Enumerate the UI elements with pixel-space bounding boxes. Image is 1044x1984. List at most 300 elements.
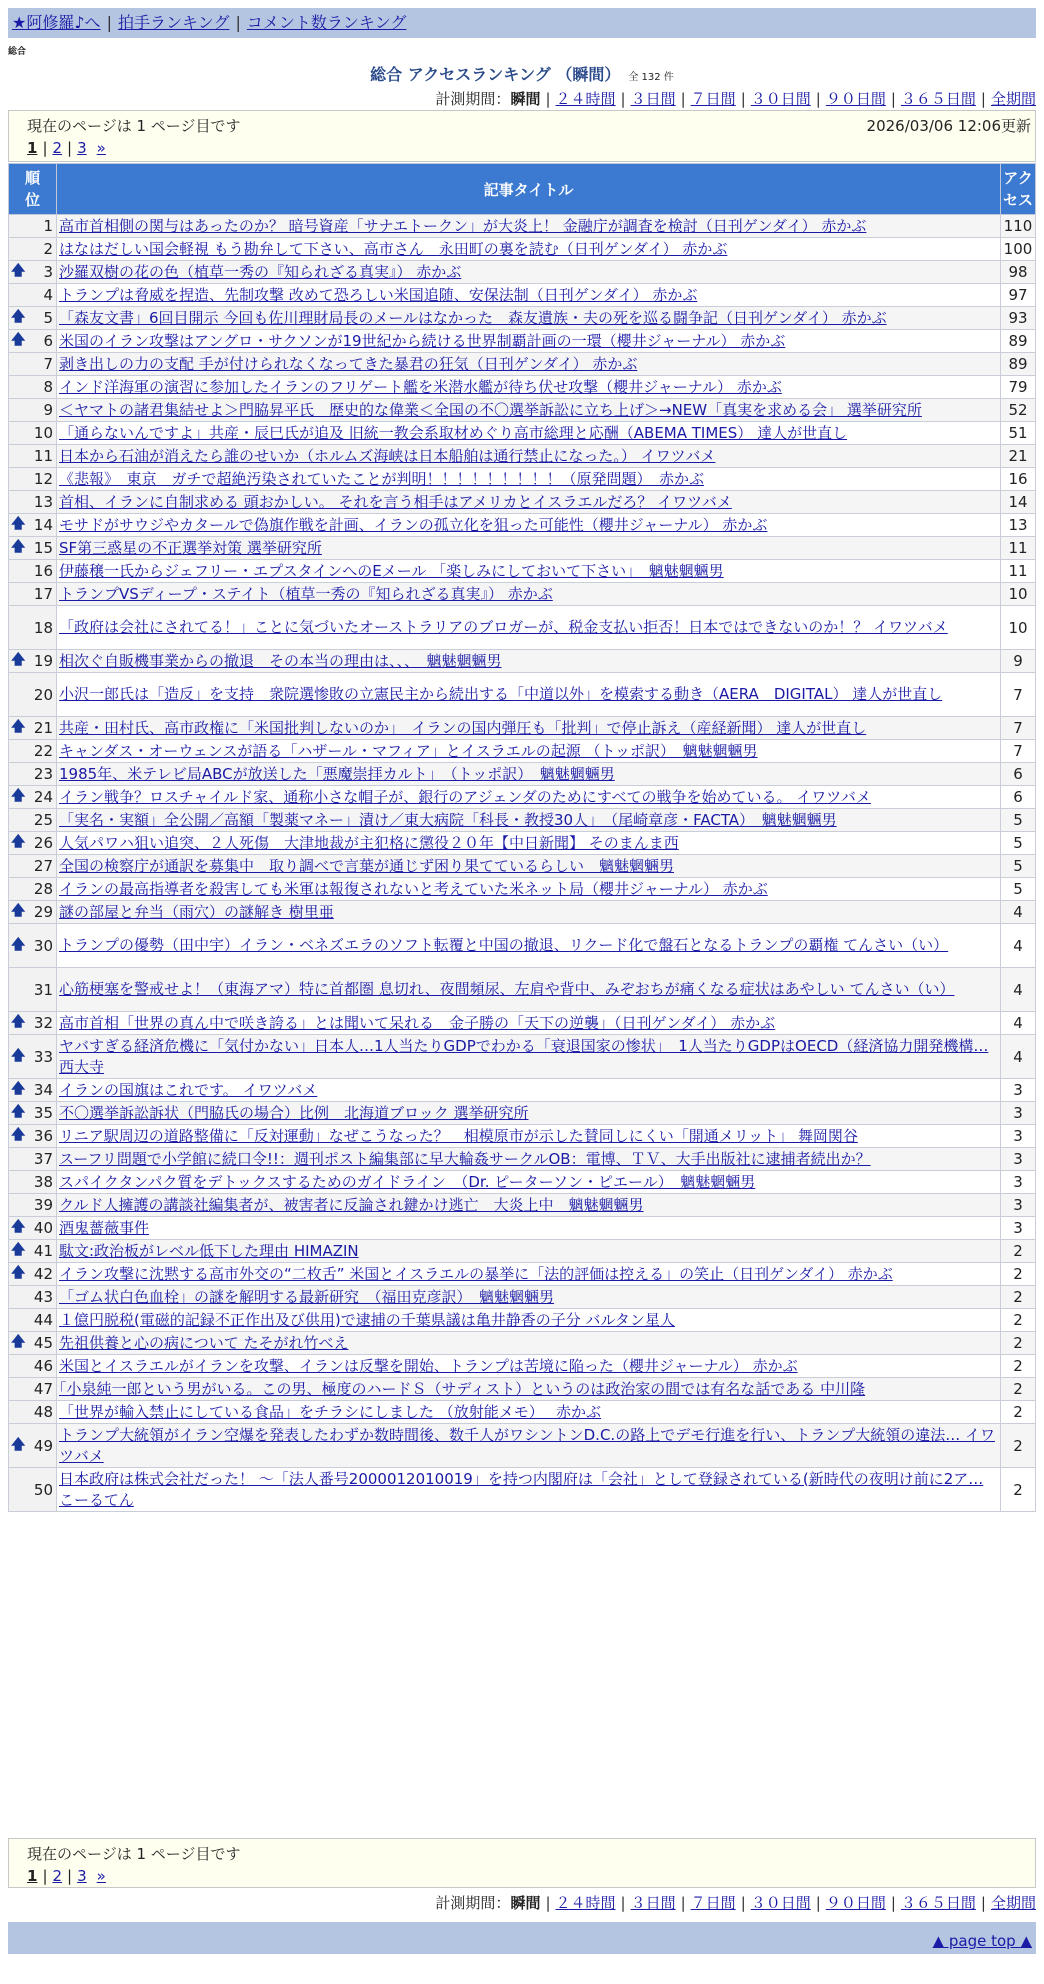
access-count: 3 <box>1001 1102 1036 1125</box>
title-cell <box>57 1035 1001 1079</box>
article-link[interactable]: 伊藤穣一氏からジェフリー・エプスタインへのEメール 「楽しみにしておいて下さい」 魑魅魍魎男 <box>59 561 724 580</box>
rank-number: 34 <box>33 1081 53 1099</box>
rank-number: 18 <box>33 618 53 637</box>
title-cell <box>57 1355 1001 1378</box>
access-count: 3 <box>1001 1171 1036 1194</box>
access-count: 89 <box>1001 353 1036 376</box>
title-cell <box>57 1401 1001 1424</box>
next-page-link[interactable]: » <box>96 1867 106 1885</box>
rank-cell <box>9 1171 57 1194</box>
table-row <box>9 353 1036 376</box>
period-option-link[interactable]: ７日間 <box>690 90 736 108</box>
article-link[interactable]: ＜ヤマトの諸君集結せよ＞門脇昇平氏 歴史的な偉業＜全国の不〇選挙訴訟に立ち上げ＞→NEW「真実を求める会」 選挙研究所 <box>59 400 922 419</box>
table-row <box>9 1194 1036 1217</box>
title-cell <box>57 514 1001 537</box>
table-row <box>9 1286 1036 1309</box>
rank-number: 9 <box>43 401 53 419</box>
page-2-link[interactable]: 2 <box>52 1867 63 1885</box>
period-option-link[interactable]: ３日間 <box>630 1894 676 1912</box>
article-link[interactable]: 高市首相「世界の真ん中で咲き誇る」とは聞いて呆れる 金子勝の「天下の逆襲」（日刊ゲンダイ） 赤かぶ <box>59 1013 776 1032</box>
title-cell <box>57 650 1001 673</box>
access-count: 6 <box>1001 786 1036 809</box>
rank-up-arrow-icon: 🡅 <box>11 1219 26 1235</box>
access-count: 13 <box>1001 514 1036 537</box>
rank-number: 4 <box>43 286 53 304</box>
access-count: 7 <box>1001 673 1036 717</box>
access-count: 110 <box>1001 215 1036 238</box>
rank-cell <box>9 514 57 537</box>
title-cell <box>57 1286 1001 1309</box>
page-title-row <box>0 62 1044 85</box>
rank-up-arrow-icon: 🡅 <box>11 1436 26 1453</box>
current-page-text-bottom: 現在のページは 1 ページ目です <box>27 1845 241 1863</box>
article-link[interactable]: トランプVSディープ・ステイト（植草一秀の『知られざる真実』） 赤かぶ <box>59 584 553 603</box>
rank-number: 37 <box>33 1150 53 1168</box>
title-cell <box>57 284 1001 307</box>
article-link[interactable]: イラン攻撃に沈黙する高市外交の“二枚舌” 米国とイスラエルの暴挙に「法的評価は控える」の笑止（日刊ゲンダイ） 赤かぶ <box>59 1264 893 1283</box>
title-cell <box>57 1309 1001 1332</box>
table-row <box>9 1240 1036 1263</box>
separator: | <box>815 90 821 108</box>
rank-number: 46 <box>33 1357 53 1375</box>
table-row <box>9 261 1036 284</box>
title-cell <box>57 606 1001 650</box>
access-count: 21 <box>1001 445 1036 468</box>
article-link[interactable]: イランの最高指導者を殺害しても米軍は報復されないと考えていた米ネット局（櫻井ジャーナル） 赤かぶ <box>59 879 768 898</box>
access-count: 5 <box>1001 878 1036 901</box>
rank-cell <box>9 717 57 740</box>
rank-cell <box>9 1401 57 1424</box>
table-row <box>9 1355 1036 1378</box>
table-row <box>9 924 1036 968</box>
article-link[interactable]: イラン戦争？ロスチャイルド家、通称小さな帽子が、銀行のアジェンダのためにすべての戦争を始めている。 イワツバメ <box>59 787 871 806</box>
rank-cell <box>9 809 57 832</box>
period-label: 計測期間： <box>435 1894 511 1912</box>
access-count: 2 <box>1001 1378 1036 1401</box>
table-row <box>9 809 1036 832</box>
rank-cell <box>9 740 57 763</box>
separator: | <box>890 1894 896 1912</box>
table-row <box>9 537 1036 560</box>
rank-up-arrow-icon: 🡅 <box>11 1242 26 1258</box>
access-count: 14 <box>1001 491 1036 514</box>
rank-cell <box>9 968 57 1012</box>
access-count: 4 <box>1001 901 1036 924</box>
access-count: 16 <box>1001 468 1036 491</box>
table-row <box>9 215 1036 238</box>
access-count: 98 <box>1001 261 1036 284</box>
access-count: 5 <box>1001 832 1036 855</box>
access-count: 5 <box>1001 855 1036 878</box>
page-2-link[interactable]: 2 <box>52 139 63 157</box>
title-cell <box>57 740 1001 763</box>
page-title: 総合 アクセスランキング （瞬間） <box>370 65 621 84</box>
separator: | <box>235 13 241 32</box>
rank-number: 12 <box>33 470 53 488</box>
rank-cell <box>9 1125 57 1148</box>
access-count: 2 <box>1001 1468 1036 1512</box>
rank-cell <box>9 606 57 650</box>
article-link[interactable]: リニア駅周辺の道路整備に「反対運動」なぜこうなった？ 相模原市が示した賛同しにくい「開通メリット」 舞岡関谷 <box>59 1126 858 1145</box>
rank-cell <box>9 1148 57 1171</box>
table-row <box>9 968 1036 1012</box>
separator: | <box>680 1894 686 1912</box>
title-cell <box>57 468 1001 491</box>
rank-cell <box>9 650 57 673</box>
article-link[interactable]: クルド人擁護の講談社編集者が、被害者に反論され鍵かけ逃亡 大炎上中 魑魅魍魎男 <box>59 1195 644 1214</box>
comment-ranking-link[interactable]: コメント数ランキング <box>246 13 407 32</box>
page-3-link[interactable]: 3 <box>77 1867 87 1885</box>
title-cell <box>57 924 1001 968</box>
title-cell <box>57 855 1001 878</box>
period-option-link[interactable]: ３日間 <box>630 90 676 108</box>
article-link[interactable]: 不〇選挙訴訟訴状（門脇氏の場合）比例 北海道ブロック 選挙研究所 <box>59 1103 529 1122</box>
access-count: 4 <box>1001 1012 1036 1035</box>
access-count: 3 <box>1001 1125 1036 1148</box>
title-cell <box>57 901 1001 924</box>
table-row <box>9 673 1036 717</box>
rank-cell <box>9 1355 57 1378</box>
article-link[interactable]: 「ゴム状白色血栓」の謎を解明する最新研究 （福田克彦訳） 魑魅魍魎男 <box>59 1287 555 1306</box>
table-row <box>9 284 1036 307</box>
separator: | <box>545 1894 551 1912</box>
table-row <box>9 1035 1036 1079</box>
rank-column-header: 順 位 <box>9 164 57 215</box>
period-option-link[interactable]: ７日間 <box>690 1894 736 1912</box>
rank-number: 49 <box>33 1436 53 1455</box>
article-link[interactable]: 「実名・実額」全公開／高額「製薬マネー」漬け／東大病院「科長・教授30人」 （尾崎章彦・FACTA） 魑魅魍魎男 <box>59 810 837 829</box>
article-link[interactable]: スパイクタンパク質をデトックスするためのガイドライン （Dr. ピーターソン・ピエール） 魑魅魍魎男 <box>59 1172 756 1191</box>
period-option-link[interactable]: ９０日間 <box>825 90 886 108</box>
table-row <box>9 445 1036 468</box>
rank-cell <box>9 1424 57 1468</box>
period-option-link[interactable]: ２４時間 <box>555 1894 616 1912</box>
article-link[interactable]: 全国の検察庁が通訳を募集中 取り調べで言葉が通じず困り果てているらしい 魑魅魍魎男 <box>59 856 675 875</box>
rank-cell <box>9 307 57 330</box>
title-cell <box>57 215 1001 238</box>
rank-up-arrow-icon: 🡅 <box>11 1047 26 1064</box>
rank-number: 5 <box>43 309 53 327</box>
current-page-text: 現在のページは 1 ページ目です <box>27 117 241 135</box>
rank-cell <box>9 376 57 399</box>
rank-cell <box>9 468 57 491</box>
access-count: 93 <box>1001 307 1036 330</box>
rank-cell <box>9 1309 57 1332</box>
rank-up-arrow-icon: 🡅 <box>11 834 26 850</box>
article-link[interactable]: トランプ大統領がイラン空爆を発表したわずか数時間後、数千人がワシントンD.C.の路上でデモ行進を行い、トランプ大統領の違法… イワツバメ <box>59 1425 995 1465</box>
rank-number: 26 <box>33 834 53 852</box>
rank-number: 29 <box>33 903 53 921</box>
rank-up-arrow-icon: 🡅 <box>11 332 26 348</box>
article-link[interactable]: 米国のイラン攻撃はアングロ・サクソンが19世紀から続ける世界制覇計画の一環（櫻井ジャーナル） 赤かぶ <box>59 331 786 350</box>
article-link[interactable]: 1985年、米テレビ局ABCが放送した「悪魔崇拝カルト」 （トッポ訳） 魑魅魍魎男 <box>59 764 615 783</box>
clap-ranking-link[interactable]: 拍手ランキング <box>117 13 230 32</box>
table-row <box>9 1171 1036 1194</box>
rank-number: 16 <box>33 562 53 580</box>
rank-number: 47 <box>33 1380 53 1398</box>
separator: | <box>620 1894 626 1912</box>
article-link[interactable]: 酒鬼薔薇事件 <box>59 1218 150 1237</box>
rank-number: 43 <box>33 1288 53 1306</box>
rank-number: 41 <box>33 1242 53 1260</box>
separator: | <box>680 90 686 108</box>
title-cell <box>57 1194 1001 1217</box>
rank-cell <box>9 353 57 376</box>
access-count: 6 <box>1001 763 1036 786</box>
period-option-link[interactable]: 全期間 <box>990 90 1036 108</box>
table-row <box>9 832 1036 855</box>
rank-up-arrow-icon: 🡅 <box>11 516 26 532</box>
article-link[interactable]: 心筋梗塞を警戒せよ！（東海アマ）特に首都圏 息切れ、夜間頻尿、左肩や背中、みぞおちが痛くなる症状はあやしい てんさい（い） <box>59 980 955 998</box>
access-count: 4 <box>1001 968 1036 1012</box>
article-link[interactable]: 「森友文書」6回目開示 今回も佐川理財局長のメールはなかった 森友遺族・夫の死を巡る闘争記（日刊ゲンダイ） 赤かぶ <box>59 308 887 327</box>
article-link[interactable]: 沙羅双樹の花の色（植草一秀の『知られざる真実』） 赤かぶ <box>59 262 462 281</box>
title-cell <box>57 560 1001 583</box>
article-link[interactable]: はなはだしい国会軽視 もう勘弁して下さい、高市さん 永田町の裏を読む（日刊ゲンダイ） 赤かぶ <box>59 239 728 258</box>
rank-cell <box>9 855 57 878</box>
rank-number: 25 <box>33 811 53 829</box>
top-nav-bar <box>8 8 1036 38</box>
pagination-top: 1 | 2 | 3 » <box>27 139 106 157</box>
page-3-link[interactable]: 3 <box>77 139 87 157</box>
access-count: 4 <box>1001 1035 1036 1079</box>
rank-cell <box>9 1332 57 1355</box>
table-row <box>9 650 1036 673</box>
rank-cell <box>9 1102 57 1125</box>
article-link[interactable]: 日本から石油が消えたら誰のせいか（ホルムズ海峡は日本船舶は通行禁止になった。） イワツバメ <box>59 446 716 465</box>
rank-cell <box>9 763 57 786</box>
rank-cell <box>9 261 57 284</box>
title-cell <box>57 1263 1001 1286</box>
article-link[interactable]: 「政府は会社にされてる！」ことに気づいたオーストラリアのブロガーが、税金支払い拒否！日本ではできないのか！？ イワツバメ <box>59 618 948 636</box>
table-row <box>9 878 1036 901</box>
updated-timestamp: 2026/03/06 12:06更新 <box>866 117 1031 135</box>
rank-number: 44 <box>33 1311 53 1329</box>
table-row <box>9 1401 1036 1424</box>
article-link[interactable]: トランプの優勢（田中宇）イラン・ベネズエラのソフト転覆と中国の撤退、リクード化で盤石となるトランプの覇権 てんさい（い） <box>59 936 949 954</box>
rank-number: 20 <box>33 685 53 704</box>
period-option-link[interactable]: ３０日間 <box>750 90 811 108</box>
rank-number: 31 <box>33 980 53 999</box>
rank-number: 38 <box>33 1173 53 1191</box>
page-1-link[interactable]: 1 <box>27 1867 38 1885</box>
access-count: 3 <box>1001 1148 1036 1171</box>
access-count: 2 <box>1001 1355 1036 1378</box>
table-row <box>9 376 1036 399</box>
next-page-link[interactable]: » <box>96 139 106 157</box>
table-row <box>9 491 1036 514</box>
access-count: 11 <box>1001 537 1036 560</box>
pager-box-bottom <box>8 1838 1036 1888</box>
rank-up-arrow-icon: 🡅 <box>11 719 26 735</box>
title-cell <box>57 1217 1001 1240</box>
rank-cell <box>9 445 57 468</box>
title-cell <box>57 1012 1001 1035</box>
article-link[interactable]: 高市首相側の関与はあったのか？ 暗号資産「サナエトークン」が大炎上！ 金融庁が調査を検討（日刊ゲンダイ） 赤かぶ <box>59 216 867 235</box>
title-cell <box>57 832 1001 855</box>
article-link[interactable]: 「世界が輸入禁止にしている食品」をチラシにしました （放射能メモ） 赤かぶ <box>59 1402 602 1421</box>
separator: | <box>890 90 896 108</box>
period-selector-bottom <box>435 1892 1036 1913</box>
article-link[interactable]: スーフリ問題で小学館に続口令!!：週刊ポスト編集部に早大輪姦サークルOB：電博、ＴＶ、大手出版社に逮捕者続出か？ <box>59 1149 871 1168</box>
table-row <box>9 307 1036 330</box>
rank-cell <box>9 1286 57 1309</box>
article-link[interactable]: キャンダス・オーウェンスが語る「ハザール・マフィア」とイスラエルの起源 （トッポ訳） 魑魅魍魎男 <box>59 741 758 760</box>
period-option-link[interactable]: 全期間 <box>990 1894 1036 1912</box>
article-link[interactable]: １億円脱税(電磁的記録不正作出及び供用)で逮捕の千葉県議は亀井静香の子分 バルタン星人 <box>59 1310 675 1329</box>
rank-number: 45 <box>33 1334 53 1352</box>
rank-cell <box>9 238 57 261</box>
table-row <box>9 855 1036 878</box>
rank-cell <box>9 330 57 353</box>
article-link[interactable]: モサドがサウジやカタールで偽旗作戦を計画、イランの孤立化を狙った可能性（櫻井ジャーナル） 赤かぶ <box>59 515 768 534</box>
ranking-table <box>8 163 1036 1512</box>
rank-number: 42 <box>33 1265 53 1283</box>
article-link[interactable]: 先祖供養と心の病について たそがれ竹べえ <box>59 1333 349 1352</box>
rank-up-arrow-icon: 🡅 <box>11 309 26 325</box>
rank-cell <box>9 1079 57 1102</box>
article-link[interactable]: インド洋海軍の演習に参加したイランのフリゲート艦を米潜水艦が待ち伏せ攻撃（櫻井ジャーナル） 赤かぶ <box>59 377 782 396</box>
article-link[interactable]: 剥き出しの力の支配 手が付けられなくなってきた暴君の狂気（日刊ゲンダイ） 赤かぶ <box>59 354 638 373</box>
period-option-link[interactable]: ９０日間 <box>825 1894 886 1912</box>
article-link[interactable]: 《悲報》 東京 ガチで超絶汚染されていたことが判明！！！！！！！！！（原発問題） 赤かぶ <box>59 469 705 488</box>
access-count: 2 <box>1001 1240 1036 1263</box>
period-option-link[interactable]: ３６５日間 <box>900 1894 976 1912</box>
home-link[interactable]: ★阿修羅♪へ <box>12 13 101 32</box>
rank-number: 7 <box>43 355 53 373</box>
access-count: 79 <box>1001 376 1036 399</box>
article-link[interactable]: 相次ぐ自販機事業からの撤退 その本当の理由は、、、 魑魅魍魎男 <box>59 651 502 670</box>
article-link[interactable]: 米国とイスラエルがイランを攻撃、イランは反撃を開始、トランプは苦境に陥った（櫻井ジャーナル） 赤かぶ <box>59 1356 798 1375</box>
table-row <box>9 1012 1036 1035</box>
access-count: 51 <box>1001 422 1036 445</box>
title-cell <box>57 717 1001 740</box>
title-cell <box>57 353 1001 376</box>
access-count: 4 <box>1001 924 1036 968</box>
rank-cell <box>9 284 57 307</box>
access-count: 97 <box>1001 284 1036 307</box>
article-link[interactable]: SF第三惑星の不正選挙対策 選挙研究所 <box>59 538 322 557</box>
rank-cell <box>9 832 57 855</box>
period-option-link[interactable]: ３０日間 <box>750 1894 811 1912</box>
rank-cell <box>9 583 57 606</box>
article-link[interactable]: 小沢一郎氏は「造反」を支持 衆院選惨敗の立憲民主から続出する「中道以外」を模索する動き（AERA DIGITAL） 達人が世直し <box>59 685 943 703</box>
access-column-header: アク セス <box>1001 164 1036 215</box>
article-link[interactable]: ｢小泉純一郎という男がいる。この男、極度のハードＳ（サディスト）というのは政治家の間では有名な話である 中川隆 <box>59 1379 866 1398</box>
article-link[interactable]: ヤバすぎる経済危機に「気付かない」日本人…1人当たりGDPでわかる「衰退国家の惨状」 1人当たりGDPはOECD（経済協力開発機構… 西大寺 <box>59 1036 989 1076</box>
table-row <box>9 468 1036 491</box>
period-option-link[interactable]: ３６５日間 <box>900 90 976 108</box>
article-link[interactable]: 「通らないんですよ」共産・辰巳氏が追及 旧統一教会系取材めぐり高市総理と応酬（ABEMA TIMES） 達人が世直し <box>59 423 848 442</box>
title-cell <box>57 238 1001 261</box>
article-link[interactable]: イランの国旗はこれです。 イワツバメ <box>59 1080 318 1099</box>
title-cell <box>57 1468 1001 1512</box>
separator: | <box>740 1894 746 1912</box>
separator: | <box>980 1894 986 1912</box>
separator: | <box>815 1894 821 1912</box>
access-count: 3 <box>1001 1194 1036 1217</box>
page-top-link[interactable]: ▲ page top ▲ <box>932 1932 1032 1950</box>
article-link[interactable]: 謎の部屋と弁当（雨穴）の謎解き 樹里亜 <box>59 902 334 921</box>
rank-up-arrow-icon: 🡅 <box>11 1104 26 1120</box>
rank-number: 27 <box>33 857 53 875</box>
rank-cell <box>9 1378 57 1401</box>
article-link[interactable]: トランプは脅威を捏造、先制攻撃 改めて恐ろしい米国追随、安保法制（日刊ゲンダイ） 赤かぶ <box>59 285 698 304</box>
rank-number: 22 <box>33 742 53 760</box>
table-row <box>9 1332 1036 1355</box>
rank-number: 39 <box>33 1196 53 1214</box>
title-cell <box>57 491 1001 514</box>
rank-cell <box>9 673 57 717</box>
title-cell <box>57 1102 1001 1125</box>
table-row <box>9 1424 1036 1468</box>
access-count: 10 <box>1001 606 1036 650</box>
pager-box-top <box>8 110 1036 162</box>
access-count: 52 <box>1001 399 1036 422</box>
rank-cell <box>9 1468 57 1512</box>
title-cell <box>57 673 1001 717</box>
rank-cell <box>9 786 57 809</box>
rank-number: 32 <box>33 1014 53 1032</box>
rank-cell <box>9 1240 57 1263</box>
access-count: 5 <box>1001 809 1036 832</box>
rank-number: 17 <box>33 585 53 603</box>
rank-cell <box>9 399 57 422</box>
rank-number: 2 <box>43 240 53 258</box>
table-row <box>9 583 1036 606</box>
title-cell <box>57 809 1001 832</box>
period-label: 計測期間： <box>435 90 511 108</box>
title-cell <box>57 537 1001 560</box>
separator: | <box>620 90 626 108</box>
article-link[interactable]: 首相、イランに自制求める 頭おかしい。 それを言う相手はアメリカとイスラエルだろ？ イワツバメ <box>59 492 732 511</box>
title-cell <box>57 1171 1001 1194</box>
table-row <box>9 1309 1036 1332</box>
rank-number: 21 <box>33 719 53 737</box>
rank-up-arrow-icon: 🡅 <box>11 1265 26 1281</box>
title-cell <box>57 786 1001 809</box>
rank-number: 30 <box>33 936 53 955</box>
access-count: 2 <box>1001 1332 1036 1355</box>
rank-number: 15 <box>33 539 53 557</box>
table-row <box>9 1378 1036 1401</box>
rank-cell <box>9 1035 57 1079</box>
title-cell <box>57 1079 1001 1102</box>
period-current: 瞬間 <box>510 1894 541 1912</box>
table-row <box>9 717 1036 740</box>
article-link[interactable]: 日本政府は株式会社だった！ 〜「法人番号2000012010019」を持つ内閣府は「会社」として登録されている(新時代の夜明け前に2ア… こーるてん <box>59 1469 984 1509</box>
page-1-link[interactable]: 1 <box>27 139 38 157</box>
period-option-link[interactable]: ２４時間 <box>555 90 616 108</box>
table-row <box>9 1468 1036 1512</box>
pagination-bottom: 1 | 2 | 3 » <box>27 1867 106 1885</box>
separator: | <box>740 90 746 108</box>
rank-up-arrow-icon: 🡅 <box>11 263 26 279</box>
table-row <box>9 422 1036 445</box>
article-link[interactable]: 駄文:政治板がレベル低下した理由 HIMAZIN <box>59 1241 359 1260</box>
article-link[interactable]: 人気パワハ狙い追突、２人死傷 大津地裁が主犯格に懲役２０年【中日新聞】 そのまんま西 <box>59 833 679 852</box>
rank-up-arrow-icon: 🡅 <box>11 903 26 919</box>
rank-number: 35 <box>33 1104 53 1122</box>
access-count: 7 <box>1001 740 1036 763</box>
rank-number: 33 <box>33 1047 53 1066</box>
rank-cell <box>9 422 57 445</box>
article-link[interactable]: 共産・田村氏、高市政権に「米国批判しないのか」 イランの国内弾圧も「批判」で停止訴え（産経新聞） 達人が世直し <box>59 718 867 737</box>
rank-number: 1 <box>43 217 53 235</box>
access-count: 3 <box>1001 1079 1036 1102</box>
table-row <box>9 1148 1036 1171</box>
title-cell <box>57 307 1001 330</box>
